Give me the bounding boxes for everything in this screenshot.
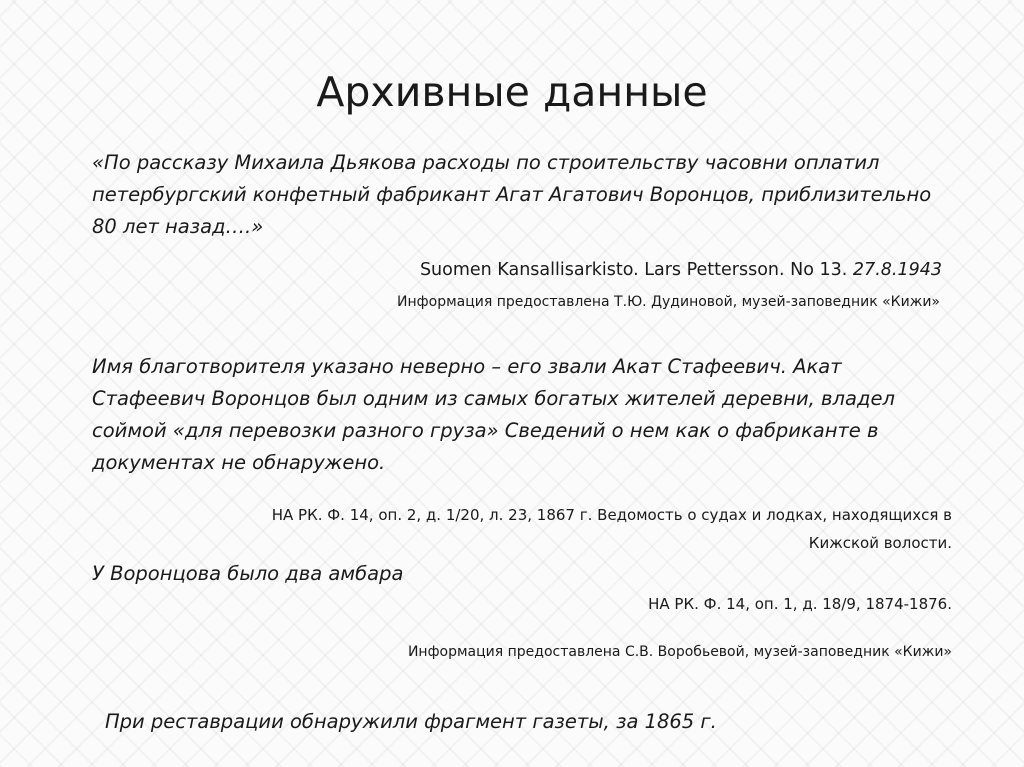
newspaper-paragraph: При реставрации обнаружили фрагмент газеты, за 1865 г. (105, 710, 717, 733)
info-credit-dudinova: Информация предоставлена Т.Ю. Дудиновой, музей-заповедник «Кижи» (397, 294, 940, 310)
citation-finnish-archive (420, 255, 942, 285)
citation-barns-record: НА РК. Ф. 14, оп. 1, д. 18/9, 1874-1876. (648, 595, 952, 613)
slide-title: Архивные данные (316, 68, 708, 116)
barns-paragraph: У Воронцова было два амбара (92, 562, 404, 585)
citation-vessels-register (92, 501, 952, 557)
citation-line: НА РК. Ф. 14, оп. 2, д. 1/20, л. 23, 1867 г. Ведомость о судах и лодках, находящихся в (271, 506, 952, 524)
citation-source: Suomen Kansallisarkisto. Lars Pettersson. No 13. (419, 260, 848, 280)
info-credit-vorobyeva: Информация предоставлена С.В. Воробьевой, музей-заповедник «Кижи» (407, 644, 952, 660)
citation-line: Кижской волости. (808, 534, 952, 552)
quote-paragraph: «По рассказу Михаила Дьякова расходы по строительству часовни оплатил петербургский конфетный фабрикант Агат Агатович Воронцов, приблизительно 80 лет назад….» (92, 151, 932, 238)
citation-date: 27.8.1943 (852, 260, 942, 280)
benefactor-paragraph: Имя благотворителя указано неверно – его звали Акат Стафеевич. Акат Стафеевич Воронцов был одним из самых богатых жителей деревни, владел соймой «для перевозки разного груза» Сведений о нем как о фабриканте в документах не обнаружено. (92, 355, 895, 474)
